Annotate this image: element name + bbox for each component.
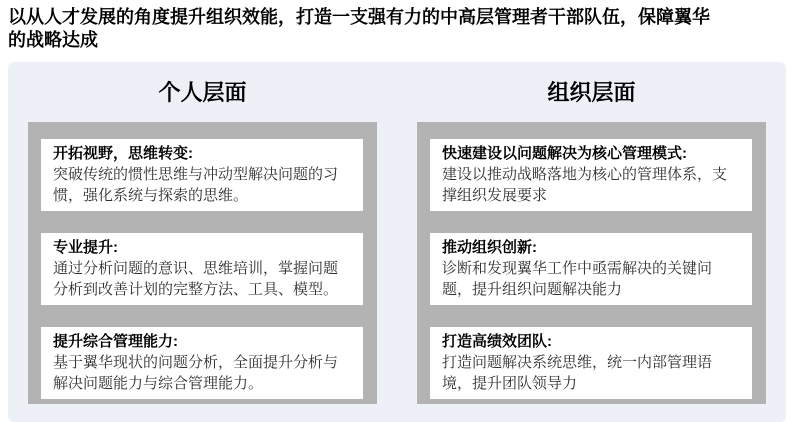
card-title: 快速建设以问题解决为核心管理模式: xyxy=(442,145,687,162)
card-personal-1 xyxy=(41,139,363,211)
card-body: 诊断和发现翼华工作中亟需解决的关键问题，提升组织问题解决能力 xyxy=(442,260,713,298)
card-body: 通过分析问题的意识、思维培训，掌握问题分析到改善计划的完整方法、工具、模型。 xyxy=(53,260,339,298)
slide-title-line2: 的战略达成 xyxy=(8,30,98,50)
slide-title xyxy=(8,6,785,52)
card-organization-1 xyxy=(430,139,752,211)
card-body: 基于翼华现状的问题分析，全面提升分析与解决问题能力与综合管理能力。 xyxy=(53,354,339,392)
card-body: 打造问题解决系统思维，统一内部管理语境，提升团队领导力 xyxy=(442,354,713,392)
card-title: 专业提升: xyxy=(53,239,118,256)
card-organization-3 xyxy=(430,327,752,399)
column-organization-header: 组织层面 xyxy=(547,80,636,105)
card-personal-3 xyxy=(41,327,363,399)
column-personal-header: 个人层面 xyxy=(158,80,247,105)
card-title: 提升综合管理能力: xyxy=(53,333,178,350)
card-title: 开拓视野，思维转变: xyxy=(53,145,193,162)
card-organization-2 xyxy=(430,233,752,305)
slide-title-line1: 以从人才发展的角度提升组织效能，打造一支强有力的中高层管理者干部队伍，保障翼华 xyxy=(8,7,710,27)
card-title: 推动组织创新: xyxy=(442,239,537,256)
column-organization xyxy=(417,78,766,408)
card-personal-2 xyxy=(41,233,363,305)
content-panel xyxy=(8,62,786,422)
column-personal xyxy=(28,78,377,408)
card-title: 打造高绩效团队: xyxy=(442,333,552,350)
column-personal-group xyxy=(28,122,377,404)
card-body: 突破传统的惯性思维与冲动型解决问题的习惯，强化系统与探索的思维。 xyxy=(53,166,339,204)
column-organization-group xyxy=(417,122,766,404)
card-body: 建设以推动战略落地为核心的管理体系，支撑组织发展要求 xyxy=(442,166,728,204)
